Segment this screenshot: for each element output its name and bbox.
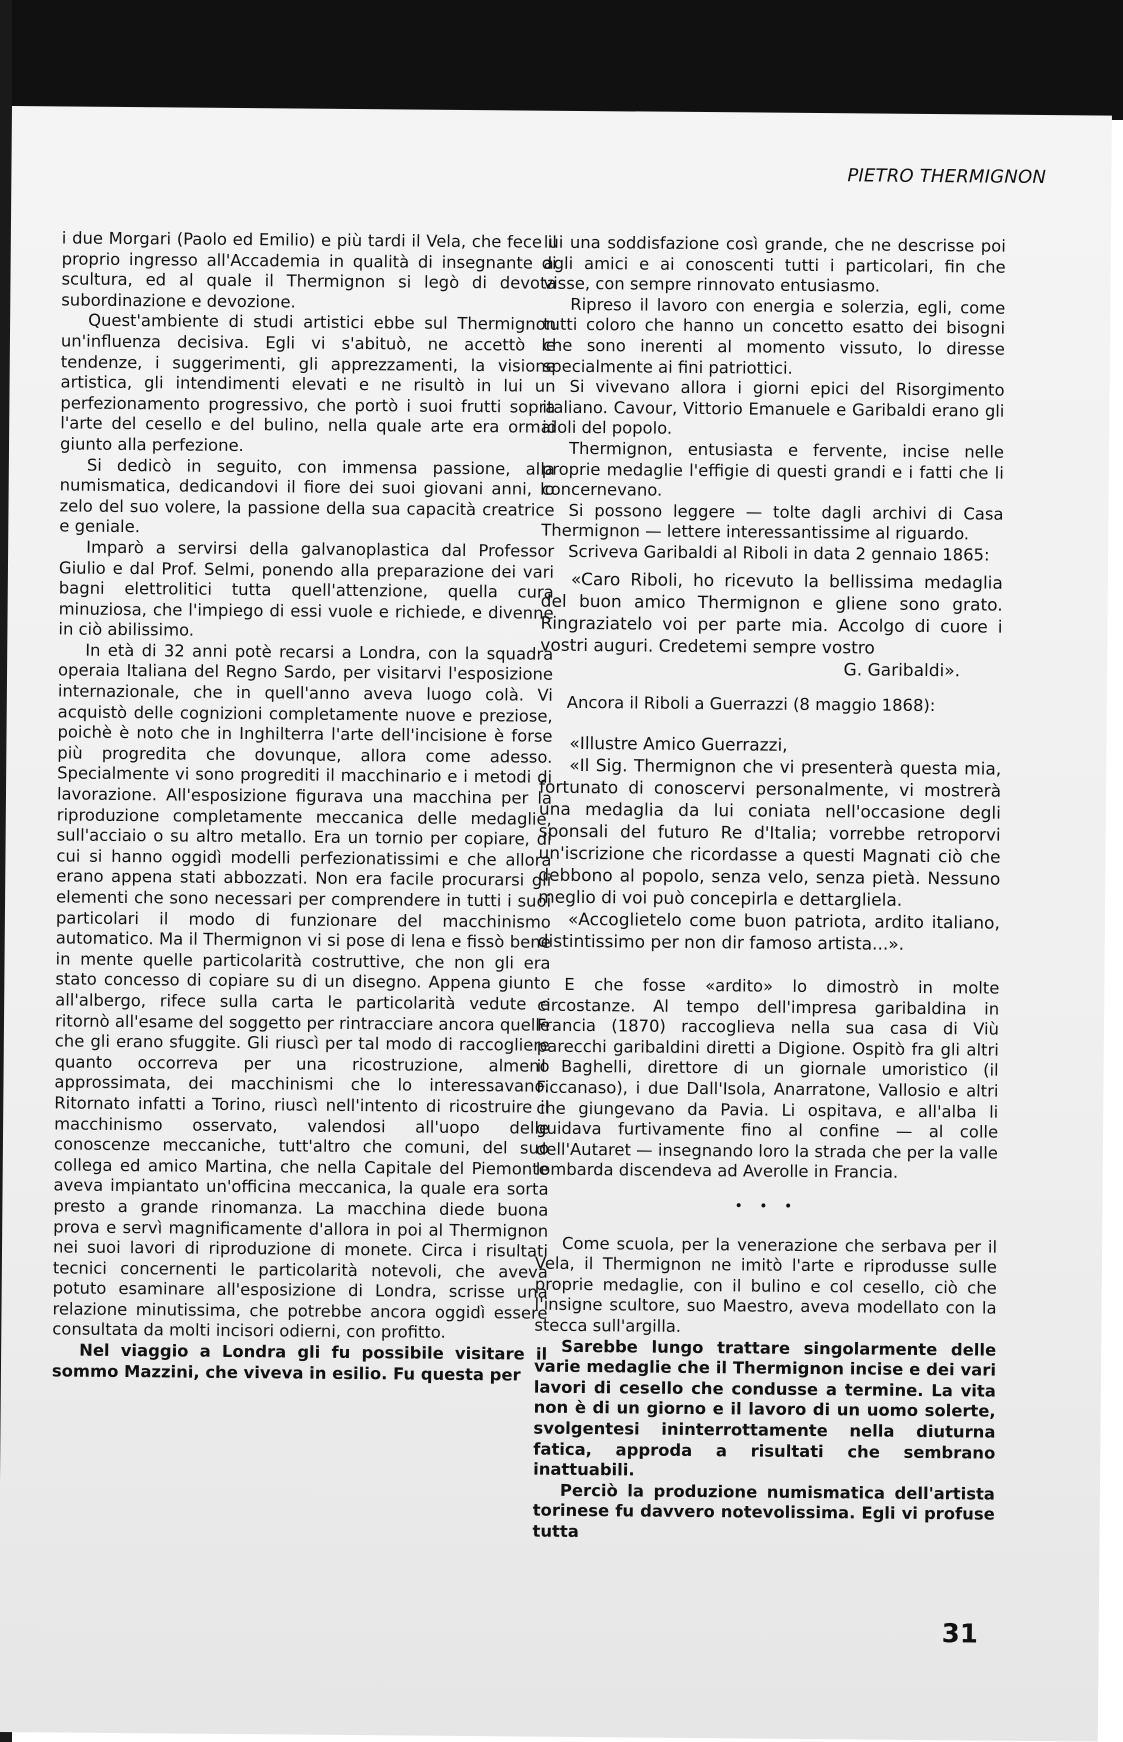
riboli-letter	[538, 733, 1002, 957]
paragraph: Ancora il Riboli a Guerrazzi (8 maggio 1868):	[566, 692, 936, 715]
scan-top-band	[0, 0, 1123, 120]
paragraph: Quest'ambiente di studi artistici ebbe sul Thermignon un'influenza decisiva. Egli vi s'abituò, ne accettò le tendenze, i suggerimenti, gli apprezzamenti, la visione artistica, gli intendimenti elevati e ne risultò in lui un perfezionamento progressivo, che portò i suoi frutti sopra l'arte del cesello e del bulino, nella quale arte era ormai giunto alla perfezione.	[59, 311, 557, 455]
page-number: 31	[941, 1619, 979, 1650]
garibaldi-letter	[540, 568, 1003, 682]
paragraph: Perciò la produzione numismatica dell'artista torinese fu davvero notevolissima. Egli vi profuse tutta	[532, 1480, 996, 1541]
section-separator: • • •	[734, 1198, 799, 1215]
paragraph: In età di 32 anni potè recarsi a Londra, con la squadra operaia Italiana del Regno Sardo, per visitarvi l'esposizione internazionale, che in quell'anno aveva luogo colà. Vi acquistò delle cognizioni completamente nuove e preziose, poichè è noto che in Inghilterra l'arte dell'incisione è forse più progredita che dovunque, allora come adesso. Specialmente vi sono progrediti il macchinario e i metodi di lavorazione. All'esposizione figurava una macchina per la riproduzione completamente meccanica delle medaglie, sull'acciaio o su altro metallo. Era un tornio per copiare, di cui si hanno oggidì modelli perfezionatissimi e che allora erano appena stati abbozzati. Non era facile procurarsi gli elementi che sono necessari per comprendere in tutti i suoi particolari il modo di funzionare del macchinismo automatico. Ma il Thermignon vi si pose di lena e fissò bene in mente quelle particolarità costruttive, che non gli era stato concesso di copiare su di un disegno. Appena giunto all'albergo, rifece sulla carta le particolarità vedute e ritornò all'esame del soggetto per rintracciare ancora quelle che gli erano sfuggite. Gli riuscì per tal modo di raccogliere quanto occorreva per una ricostruzione, almeno approssimata, dei macchinismi che lo interessavano. Ritornato infatti a Torino, riuscì nell'intento di ricostruire il macchinismo osservato, valendosi all'uopo delle conoscenze meccaniche, tutt'altro che comuni, del suo collega ed amico Martina, che nella Capitale del Piemonte aveva impiantato un'officina meccanica, la quale era sorta presto a grande rinomanza. La macchina diede buona prova e servì magnificamente d'allora in poi al Thermignon nei suoi lavori di riproduzione di monete. Circa i risultati tecnici concernenti le particolarità notevoli, che aveva potuto esaminare all'esposizione di Londra, scrisse una relazione minutissima, che potrebbe ancora oggidì essere consultata da molti incisori odierni, con profitto.	[52, 640, 554, 1343]
paragraph: Sarebbe lungo trattare singolarmente delle varie medaglie che il Thermignon incise e dei vari lavori di cesello che condusse a termine. La vita non è di un giorno e il lavoro di un uomo solerte, svolgentesi ininterrottamente nella diuturna fatica, approda a risultati che sembrano inattuabili.	[533, 1336, 997, 1480]
paragraph: Ripreso il lavoro con energia e solerzia, egli, come tutti coloro che hanno un concetto esatto dei bisogni che sono inerenti al momento vissuto, lo diresse specialmente ai fini patriottici.	[542, 294, 1006, 378]
right-column	[532, 233, 1005, 1547]
letter-text: «Il Sig. Thermignon che vi presenterà questa mia, fortunato di conoscervi personalmente, vi mostrerà una medaglia da lui coniata nell'occasione degli sponsali del futuro Re d'Italia; vorrebbe retroporvi un'iscrizione che ricordasse a questi Magnati ciò che debbono al popolo, senza velo, senza pietà. Nessuno meglio di voi può concepirla e dettargliela.	[538, 755, 1002, 911]
paragraph: Thermignon, entusiasta e fervente, incise nelle proprie medaglie l'effigie di questi grandi e i fatti che li concernevano.	[541, 438, 1005, 500]
letter-signature: G. Garibaldi».	[843, 659, 961, 681]
paragraph: Imparò a servirsi della galvanoplastica dal Professor Giulio e dal Prof. Selmi, ponendo alla preparazione dei vari bagni elettrolitici tutta quell'attenzione, quella cura minuziosa, che l'impiego di essi vuole e richiede, e divenne in ciò abilissimo.	[58, 537, 555, 640]
paragraph: E che fosse «ardito» lo dimostrò in molte circostanze. Al tempo dell'impresa garibaldina in Francia (1870) raccoglieva nella sua casa di Viù parecchi garibaldini diretti a Digione. Ospitò fra gli altri il Baghelli, direttore di un giornale umoristico (il Ficcanaso), i due Dall'Isola, Anarratone, Vallosio e altri che giungevano da Pavia. Li ospitava, e all'alba li guidava furtivamente fino al confine — al colle dell'Autaret — insegnando loro la strada che per la valle lombarda discendeva ad Averolle in Francia.	[535, 974, 1000, 1183]
paragraph: i due Morgari (Paolo ed Emilio) e più tardi il Vela, che fece il proprio ingresso all'Accademia in qualità di insegnante di scultura, ed al quale il Thermignon si legò di devota subordinazione e devozione.	[61, 228, 557, 312]
paragraph: lui una soddisfazione così grande, che ne descrisse poi agli amici e ai conoscenti tutti i particolari, fin che visse, con sempre rinnovato entusiasmo.	[543, 232, 1006, 296]
letter-text: «Caro Riboli, ho ricevuto la bellissima medaglia del buon amico Thermignon e gliene sono grato. Ringraziatelo voi per parte mia. Accolgo di cuore i vostri auguri. Credetemi sempre vostro	[540, 569, 1003, 659]
letter-salutation: «Illustre Amico Guerrazzi,	[569, 733, 788, 756]
paragraph: Scriveva Garibaldi al Riboli in data 2 gennaio 1865:	[568, 541, 990, 565]
letter-text: «Accoglietelo come buon patriota, ardito italiano, distintissimo per non dir famoso artista...».	[537, 909, 1000, 955]
paragraph: Come scuola, per la venerazione che serbava per il Vela, il Thermignon ne imitò l'arte e riprodusse sulle proprie medaglie, con il bulino e col cesello, ciò che l'insigne scultore, suo Maestro, aveva modellato con la stecca sull'argilla.	[534, 1233, 998, 1336]
paragraph: Si dedicò in seguito, con immensa passione, alla numismatica, dedicandovi il fiore dei suoi giovani anni, lo zelo del suo volere, la passione della sua capacità creatrice e geniale.	[59, 455, 555, 537]
paragraph: Si vivevano allora i giorni epici del Risorgimento italiano. Cavour, Vittorio Emanuele e Garibaldi erano gli idoli del popolo.	[542, 377, 1005, 439]
paragraph: Si possono leggere — tolte dagli archivi di Casa Thermignon — lettere interessantissime al riguardo.	[541, 500, 1004, 544]
book-page	[0, 106, 1112, 1742]
paragraph: Nel viaggio a Londra gli fu possibile visitare il sommo Mazzini, che viveva in esilio. Fu questa per	[51, 1340, 548, 1385]
running-title: PIETRO THERMIGNON	[847, 165, 1047, 189]
left-column	[52, 228, 557, 1386]
